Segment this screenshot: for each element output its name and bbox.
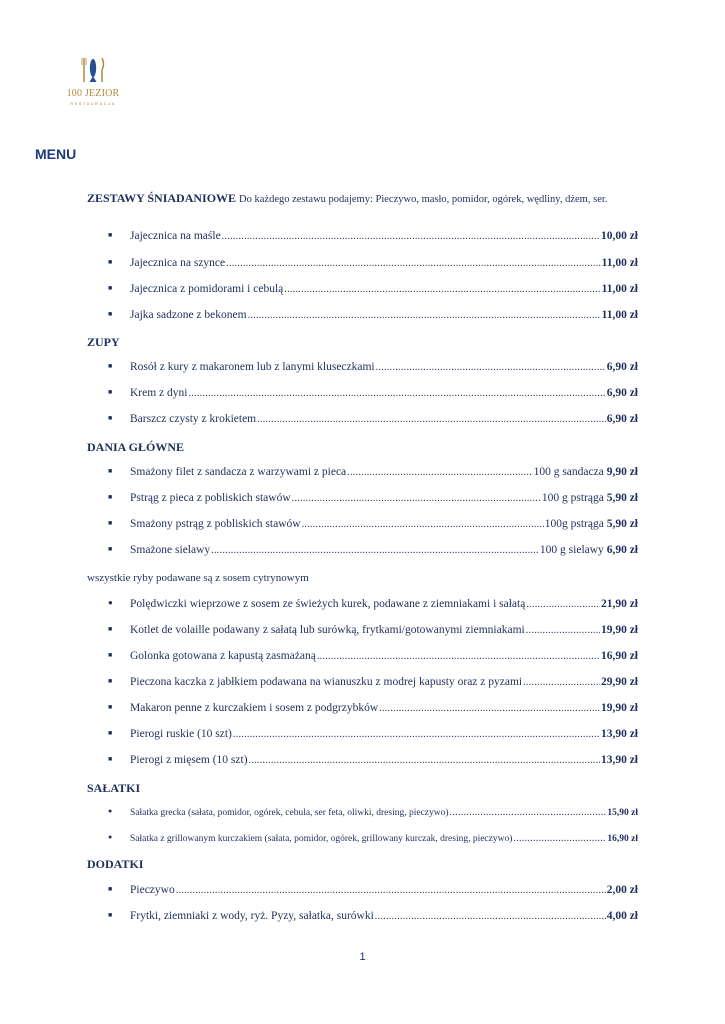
menu-item (108, 230, 638, 246)
dot-leader (526, 625, 600, 636)
menu-item (108, 387, 638, 403)
dot-leader (188, 388, 605, 399)
dot-leader (347, 467, 532, 478)
item-price: 6,90 zł (606, 387, 638, 399)
item-price: 6,90 zł (606, 544, 638, 556)
menu-item (108, 702, 638, 718)
fish-note: wszystkie ryby podawane są z sosem cytrynowym (87, 572, 309, 584)
dot-leader (302, 519, 544, 530)
cutlery-fish-icon (60, 52, 126, 88)
dot-leader (222, 231, 600, 242)
dot-leader (526, 599, 600, 610)
bullet-icon: ● (108, 807, 113, 815)
dot-leader (284, 284, 600, 295)
section-note: Do każdego zestawu podajemy: Pieczywo, masło, pomidor, ogórek, wędliny, dżem, ser. (239, 194, 608, 205)
bullet-icon: ■ (108, 310, 113, 318)
bullet-icon: ■ (108, 545, 113, 553)
dot-leader (292, 493, 541, 504)
item-price: 29,90 zł (600, 676, 638, 688)
item-name: Jajecznica z pomidorami i cebulą (130, 283, 284, 295)
menu-item (108, 884, 638, 900)
menu-item (108, 650, 638, 666)
dot-leader (523, 677, 600, 688)
logo-brand-text: 100 JEZIOR (66, 88, 120, 99)
section-heading-soups: ZUPY (87, 335, 120, 349)
dot-leader (211, 545, 539, 556)
item-name: Rosół z kury z makaronem lub z lanymi kluseczkami (130, 361, 375, 373)
section-heading-sides: DODATKI (87, 857, 144, 871)
item-name: Smażony pstrąg z pobliskich stawów (130, 518, 301, 530)
dot-leader (450, 807, 607, 818)
item-price: 11,00 zł (601, 283, 638, 295)
menu-item (108, 807, 638, 823)
bullet-icon: ■ (108, 519, 113, 527)
item-price: 4,00 zł (606, 910, 638, 922)
section-title: ZESTAWY ŚNIADANIOWE (87, 191, 237, 205)
item-name: Barszcz czysty z krokietem (130, 413, 257, 425)
item-name: Jajecznica na maśle (130, 230, 221, 242)
menu-item (108, 518, 638, 534)
item-portion: 100 g sandacza (533, 466, 604, 478)
menu-item (108, 466, 638, 482)
dot-leader (226, 258, 600, 269)
page-title: MENU (35, 146, 77, 162)
dot-leader (248, 310, 601, 321)
page-number: 1 (359, 951, 366, 963)
item-portion: 100 g pstrąga (541, 492, 604, 504)
item-price: 10,00 zł (600, 230, 638, 242)
item-price: 13,90 zł (600, 754, 638, 766)
bullet-icon: ● (108, 598, 113, 607)
dot-leader (379, 703, 600, 714)
item-price: 13,90 zł (600, 728, 638, 740)
dot-leader (176, 885, 606, 896)
bullet-icon: ■ (108, 911, 113, 919)
item-name: Krem z dyni (130, 387, 188, 399)
menu-item (108, 624, 638, 640)
item-price: 15,90 zł (607, 808, 638, 818)
item-name: Sałatka z grillowanym kurczakiem (sałata, pomidor, ogórek, grillowany kurczak, dresing, pieczywo) (130, 834, 513, 844)
item-portion: 100 g sielawy (539, 544, 604, 556)
menu-item (108, 754, 638, 770)
bullet-icon: ● (108, 833, 113, 841)
item-name: Smażone sielawy (130, 544, 211, 556)
menu-item (108, 283, 638, 299)
menu-item (108, 833, 638, 849)
menu-item (108, 361, 638, 377)
item-price: 21,90 zł (600, 598, 638, 610)
dot-leader (513, 833, 606, 844)
item-price: 11,00 zł (601, 309, 638, 321)
bullet-icon: ■ (108, 284, 113, 292)
dot-leader (376, 362, 606, 373)
item-name: Pierogi z mięsem (10 szt) (130, 754, 248, 766)
item-name: Polędwiczki wieprzowe z sosem ze świeżych kurek, podawane z ziemniakami i sałatą (130, 598, 526, 610)
menu-item (108, 676, 638, 692)
menu-item (108, 413, 638, 429)
item-name: Frytki, ziemniaki z wody, ryż. Pyzy, sałatka, surówki (130, 910, 374, 922)
dot-leader (317, 651, 600, 662)
logo-tagline: RESTAURACJA (70, 101, 116, 106)
menu-item (108, 544, 638, 560)
item-price: 2,00 zł (606, 884, 638, 896)
item-name: Kotlet de volaille podawany z sałatą lub surówką, frytkami/gotowanymi ziemniakami (130, 624, 525, 636)
bullet-icon: ■ (108, 729, 113, 737)
item-price: 16,90 zł (607, 834, 638, 844)
menu-item (108, 910, 638, 926)
bullet-icon: ■ (108, 467, 113, 475)
item-name: Pieczona kaczka z jabłkiem podawana na wianuszku z modrej kapusty oraz z pyzami (130, 676, 523, 688)
item-price: 5,90 zł (606, 518, 638, 530)
item-name: Golonka gotowana z kapustą zasmażaną (130, 650, 316, 662)
bullet-icon: ■ (108, 362, 113, 370)
menu-item (108, 309, 638, 325)
restaurant-logo (60, 52, 126, 112)
item-price: 6,90 zł (606, 361, 638, 373)
item-price: 19,90 zł (600, 702, 638, 714)
bullet-icon: ■ (108, 493, 113, 501)
bullet-icon: ■ (108, 651, 113, 659)
menu-item (108, 492, 638, 508)
item-name: Pierogi ruskie (10 szt) (130, 728, 232, 740)
item-price: 11,00 zł (601, 257, 638, 269)
dot-leader (233, 729, 600, 740)
item-name: Makaron penne z kurczakiem i sosem z podgrzybków (130, 702, 379, 714)
dot-leader (249, 755, 600, 766)
bullet-icon: ■ (108, 388, 113, 396)
item-name: Smażony filet z sandacza z warzywami z pieca (130, 466, 347, 478)
item-name: Jajecznica na szynce (130, 257, 226, 269)
bullet-icon: ■ (108, 885, 113, 893)
item-name: Sałatka grecka (sałata, pomidor, ogórek, cebula, ser feta, oliwki, dresing, pieczywo) (130, 808, 449, 818)
item-name: Pstrąg z pieca z pobliskich stawów (130, 492, 291, 504)
item-name: Jajka sadzone z bekonem (130, 309, 247, 321)
item-portion: 100g pstrąga (544, 518, 604, 530)
item-price: 5,90 zł (606, 492, 638, 504)
menu-item (108, 598, 638, 614)
dot-leader (257, 414, 606, 425)
menu-item (108, 728, 638, 744)
bullet-icon: ■ (108, 625, 113, 633)
item-price: 19,90 zł (600, 624, 638, 636)
section-heading-mains: DANIA GŁÓWNE (87, 440, 185, 454)
item-price: 9,90 zł (606, 466, 638, 478)
bullet-icon: ■ (108, 677, 113, 685)
bullet-icon: ■ (108, 258, 113, 266)
section-heading-salads: SAŁATKI (87, 781, 141, 795)
item-price: 16,90 zł (600, 650, 638, 662)
dot-leader (375, 911, 606, 922)
bullet-icon: ■ (108, 755, 113, 763)
item-name: Pieczywo (130, 884, 175, 896)
bullet-icon: ■ (108, 414, 113, 422)
section-heading-breakfast (87, 191, 607, 206)
menu-item (108, 257, 638, 273)
bullet-icon: ■ (108, 703, 113, 711)
item-price: 6,90 zł (606, 413, 638, 425)
bullet-icon: ■ (108, 231, 113, 239)
